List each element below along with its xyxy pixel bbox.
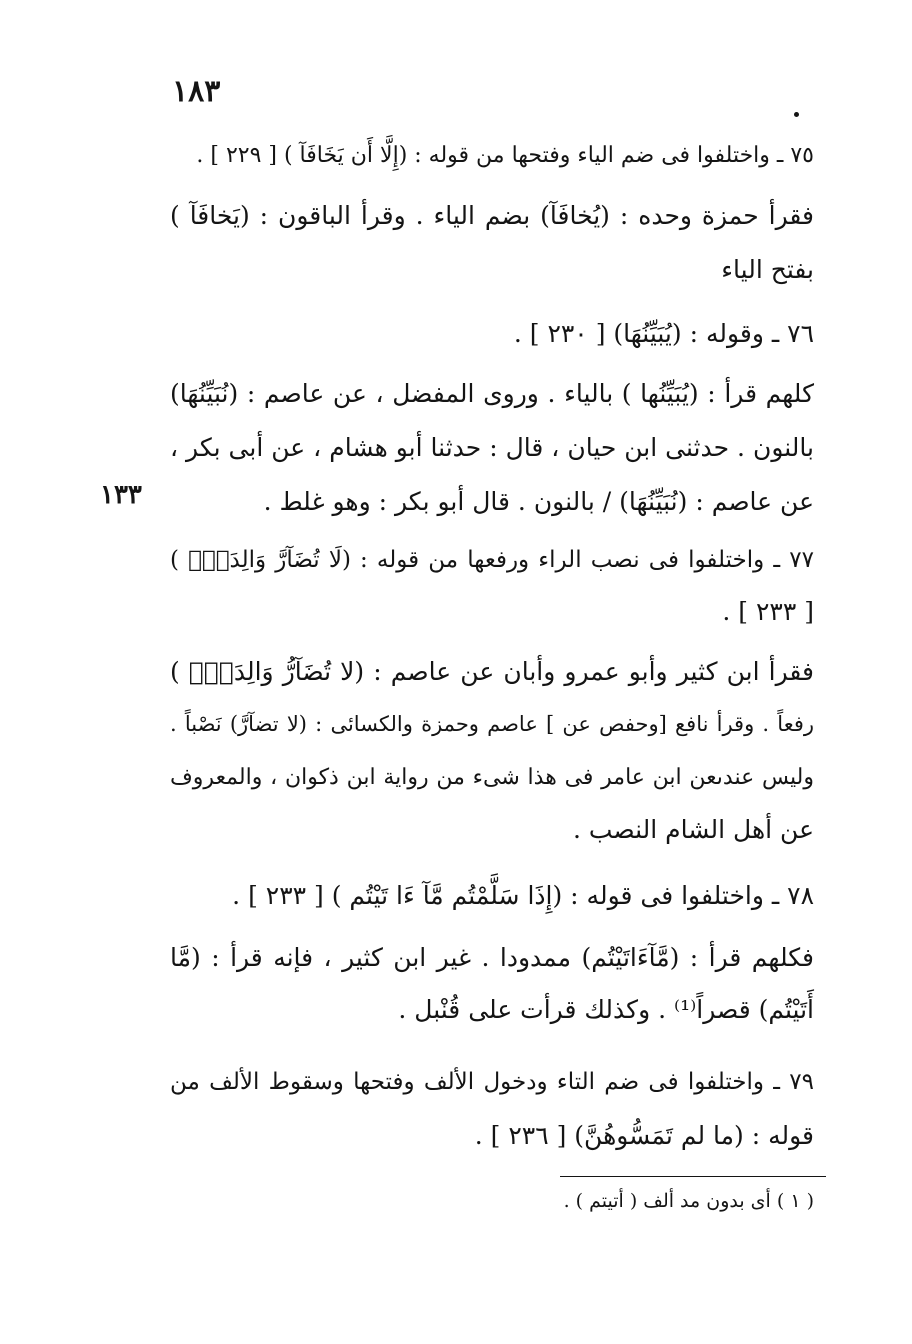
text-line: بفتح الياء xyxy=(721,255,814,284)
text-line-77-heading: ٧٧ ـ واختلفوا فى نصب الراء ورفعها من قوله : (لَا تُضَآرَّ وَالِدَةٌۢ ) xyxy=(170,547,814,573)
margin-page-reference: ١٣٣ xyxy=(100,480,142,510)
text-line: بالنون . حدثنى ابن حيان ، قال : حدثنا أبو هشام ، عن أبى بكر ، xyxy=(170,433,814,462)
text-line-75-heading: ٧٥ ـ واختلفوا فى ضم الياء وفتحها من قوله : (إِلَّا أَن يَخَافَآ ) [ ٢٢٩ ] . xyxy=(196,143,814,168)
text-line-79-heading: ٧٩ ـ واختلفوا فى ضم التاء ودخول الألف وفتحها وسقوط الألف من xyxy=(170,1069,814,1095)
text-line: فقرأ حمزة وحده : (يُخافَآ) بضم الياء . وقرأ الباقون : (يَخافَآ ) xyxy=(170,201,814,230)
text-line: رفعاً . وقرأ نافع [وحفص عن ] عاصم وحمزة والكسائى : (لا تضآرَّ) نَصْباً . xyxy=(170,712,814,736)
text-line: كلهم قرأ : (يُبَيِّنُها ) بالياء . وروى المفضل ، عن عاصم : (نُبَيِّنُهَا) xyxy=(170,379,814,408)
text-line: عن عاصم : (نُبَيِّنُهَا) / بالنون . قال أبو بكر : وهو غلط . xyxy=(263,487,814,516)
dot-mark xyxy=(794,112,799,117)
footnote-divider xyxy=(560,1176,826,1177)
text-line-76-heading: ٧٦ ـ وقوله : (يُبَيِّنُهَا) [ ٢٣٠ ] . xyxy=(513,319,814,348)
text-line-78-heading: ٧٨ ـ واختلفوا فى قوله : (إِذَا سَلَّمْتُم مَّآ ءَا تَيْتُم ) [ ٢٣٣ ] . xyxy=(232,881,814,910)
page-number: ١٨٣ xyxy=(172,74,221,109)
text-line: [ ٢٣٣ ] . xyxy=(722,597,814,626)
text-line: فكلهم قرأ : (مَّآءَاتَيْتُم) ممدودا . غير ابن كثير ، فإنه قرأ : (مَّا xyxy=(170,943,814,972)
text-line: أَتَيْتُم) قصراً⁽¹⁾ . وكذلك قرأت على قُنْبل . xyxy=(398,995,814,1024)
text-line: فقرأ ابن كثير وأبو عمرو وأبان عن عاصم : (لا تُضَآرُّ وَالِدَةٌۢ ) xyxy=(170,657,814,686)
text-line: عن أهل الشام النصب . xyxy=(572,815,814,844)
text-line: وليس عندىعن ابن عامر فى هذا شىء من رواية ابن ذكوان ، والمعروف xyxy=(170,765,814,790)
text-line: قوله : (ما لم تَمَسُّوهُنَّ) [ ٢٣٦ ] . xyxy=(474,1121,814,1150)
footnote: ( ١ ) أى بدون مد ألف ( أتيتم ) . xyxy=(563,1190,814,1212)
